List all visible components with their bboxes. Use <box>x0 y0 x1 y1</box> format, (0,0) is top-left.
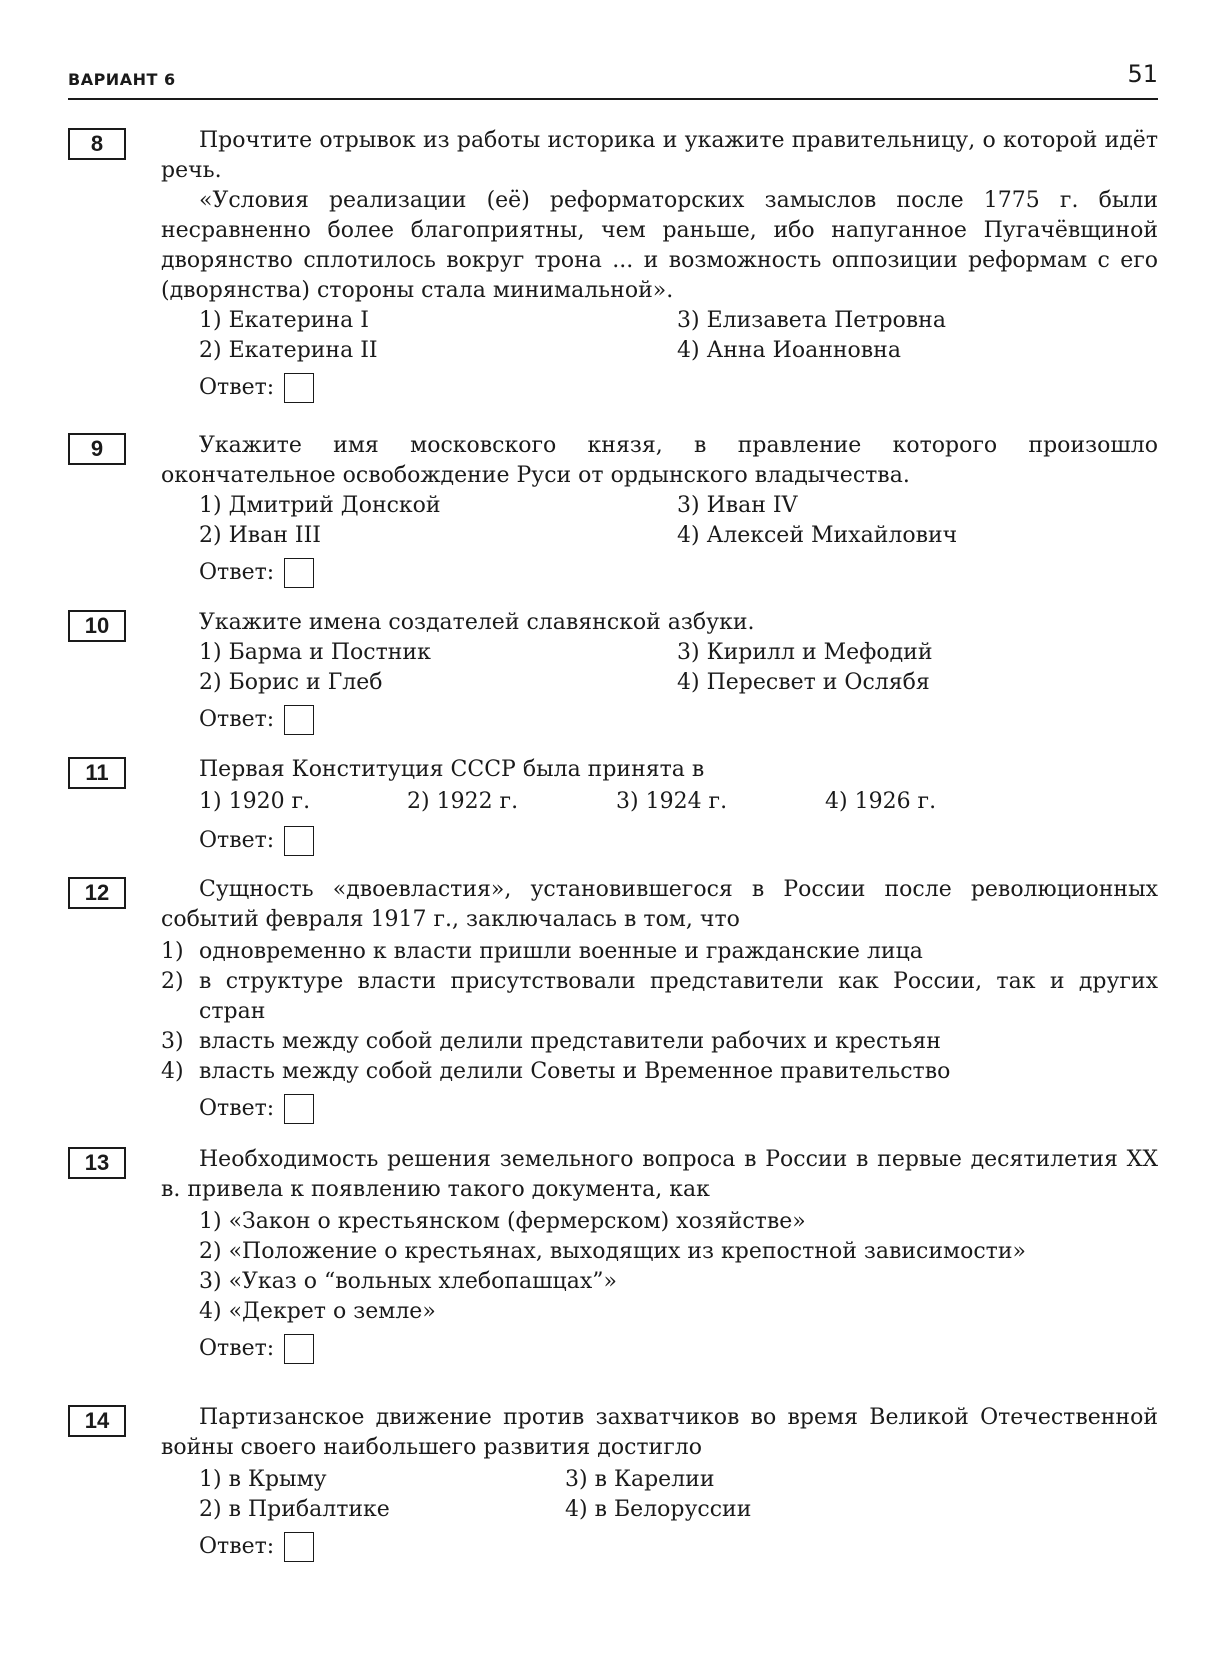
task-quote: «Условия реализации (её) реформаторских замыслов после 1775 г. были несравненно более благоприятны, чем раньше, ибо напуганное Пугачёвщиной дворянство сплотилось вокруг трона ... и возможность оппозиции реформам с его (дворянства) стороны стала минимальной». <box>161 188 1158 303</box>
task-number: 14 <box>68 1405 126 1437</box>
answer-row <box>199 370 1158 406</box>
task-question: Первая Конституция СССР была принята в <box>199 757 705 782</box>
task-number: 12 <box>68 877 126 909</box>
task-question: Укажите имя московского князя, в правление которого произошло окончательное освобождение Руси от ордынского владычества. <box>161 433 1158 488</box>
answer-label: Ответ: <box>199 1096 275 1121</box>
task-number: 9 <box>68 433 126 465</box>
option-1: 1) в Крыму <box>199 1467 327 1492</box>
answer-label: Ответ: <box>199 1534 275 1559</box>
option-2: 2) 1922 г. <box>407 789 519 814</box>
task-question: Необходимость решения земельного вопроса в России в первые десятилетия XX в. привела к появлению такого документа, как <box>161 1147 1158 1202</box>
options <box>199 638 1158 698</box>
answer-label: Ответ: <box>199 707 275 732</box>
options <box>199 306 1158 366</box>
option-4: 4) 1926 г. <box>825 789 937 814</box>
options <box>199 787 1158 819</box>
answer-box[interactable] <box>284 705 314 735</box>
task-question: Прочтите отрывок из работы историка и укажите правительницу, о которой идёт речь. <box>161 128 1158 183</box>
answer-box[interactable] <box>284 558 314 588</box>
task-number: 13 <box>68 1147 126 1179</box>
option-2: 2) «Положение о крестьянах, выходящих из крепостной зависимости» <box>199 1239 1026 1264</box>
answer-box[interactable] <box>284 373 314 403</box>
answer-label: Ответ: <box>199 828 275 853</box>
option-3: 3) Елизавета Петровна <box>677 308 946 333</box>
options <box>199 1207 1158 1327</box>
task-question: Партизанское движение против захватчиков во время Великой Отечественной войны своего наибольшего развития достигло <box>161 1405 1158 1460</box>
answer-label: Ответ: <box>199 1336 275 1361</box>
option-2: 2) Екатерина II <box>199 338 378 363</box>
option-4: 4) власть между собой делили Советы и Временное правительство <box>161 1059 951 1084</box>
option-1: 1) Барма и Постник <box>199 640 431 665</box>
task-number: 10 <box>68 610 126 642</box>
option-3: 3) Иван IV <box>677 493 798 518</box>
options <box>199 1465 1158 1525</box>
option-3: 3) «Указ о “вольных хлебопашцах”» <box>199 1269 617 1294</box>
option-4: 4) Пересвет и Ослябя <box>677 670 930 695</box>
option-4: 4) Анна Иоанновна <box>677 338 901 363</box>
answer-row <box>199 702 1158 738</box>
option-4: 4) Алексей Михайлович <box>677 523 958 548</box>
task-question: Укажите имена создателей славянской азбуки. <box>199 610 755 635</box>
option-3: 3) 1924 г. <box>616 789 728 814</box>
option-2: 2) Иван III <box>199 523 321 548</box>
option-3: 3) Кирилл и Мефодий <box>677 640 933 665</box>
answer-box[interactable] <box>284 1532 314 1562</box>
option-2: 2) в Прибалтике <box>199 1497 390 1522</box>
option-4: 4) в Белоруссии <box>565 1497 752 1522</box>
option-1: 1) 1920 г. <box>199 789 311 814</box>
answer-row <box>199 1529 1158 1565</box>
page-number: 51 <box>1127 60 1158 88</box>
answer-row <box>199 1331 1158 1367</box>
variant-label: ВАРИАНТ 6 <box>68 70 176 89</box>
option-1: 1) «Закон о крестьянском (фермерском) хозяйстве» <box>199 1209 806 1234</box>
option-2: 2) в структуре власти присутствовали представители как России, так и других стран <box>161 969 1158 1024</box>
answer-box[interactable] <box>284 1334 314 1364</box>
answer-box[interactable] <box>284 1094 314 1124</box>
answer-label: Ответ: <box>199 375 275 400</box>
answer-row <box>199 823 1158 859</box>
option-1: 1) Дмитрий Донской <box>199 493 441 518</box>
option-2: 2) Борис и Глеб <box>199 670 383 695</box>
task-question: Сущность «двоевластия», установившегося в России после революционных событий февраля 1917 г., заключалась в том, что <box>161 877 1158 932</box>
answer-row <box>199 1091 1158 1127</box>
option-3: 3) в Карелии <box>565 1467 715 1492</box>
options <box>123 937 1158 1087</box>
answer-box[interactable] <box>284 826 314 856</box>
answer-row <box>199 555 1158 591</box>
option-1: 1) Екатерина I <box>199 308 369 333</box>
answer-label: Ответ: <box>199 560 275 585</box>
page-header <box>68 58 1158 100</box>
option-1: 1) одновременно к власти пришли военные и гражданские лица <box>161 939 923 964</box>
task-number: 8 <box>68 128 126 160</box>
task-number: 11 <box>68 757 126 789</box>
options <box>199 491 1158 551</box>
option-3: 3) власть между собой делили представители рабочих и крестьян <box>161 1029 941 1054</box>
option-4: 4) «Декрет о земле» <box>199 1299 436 1324</box>
